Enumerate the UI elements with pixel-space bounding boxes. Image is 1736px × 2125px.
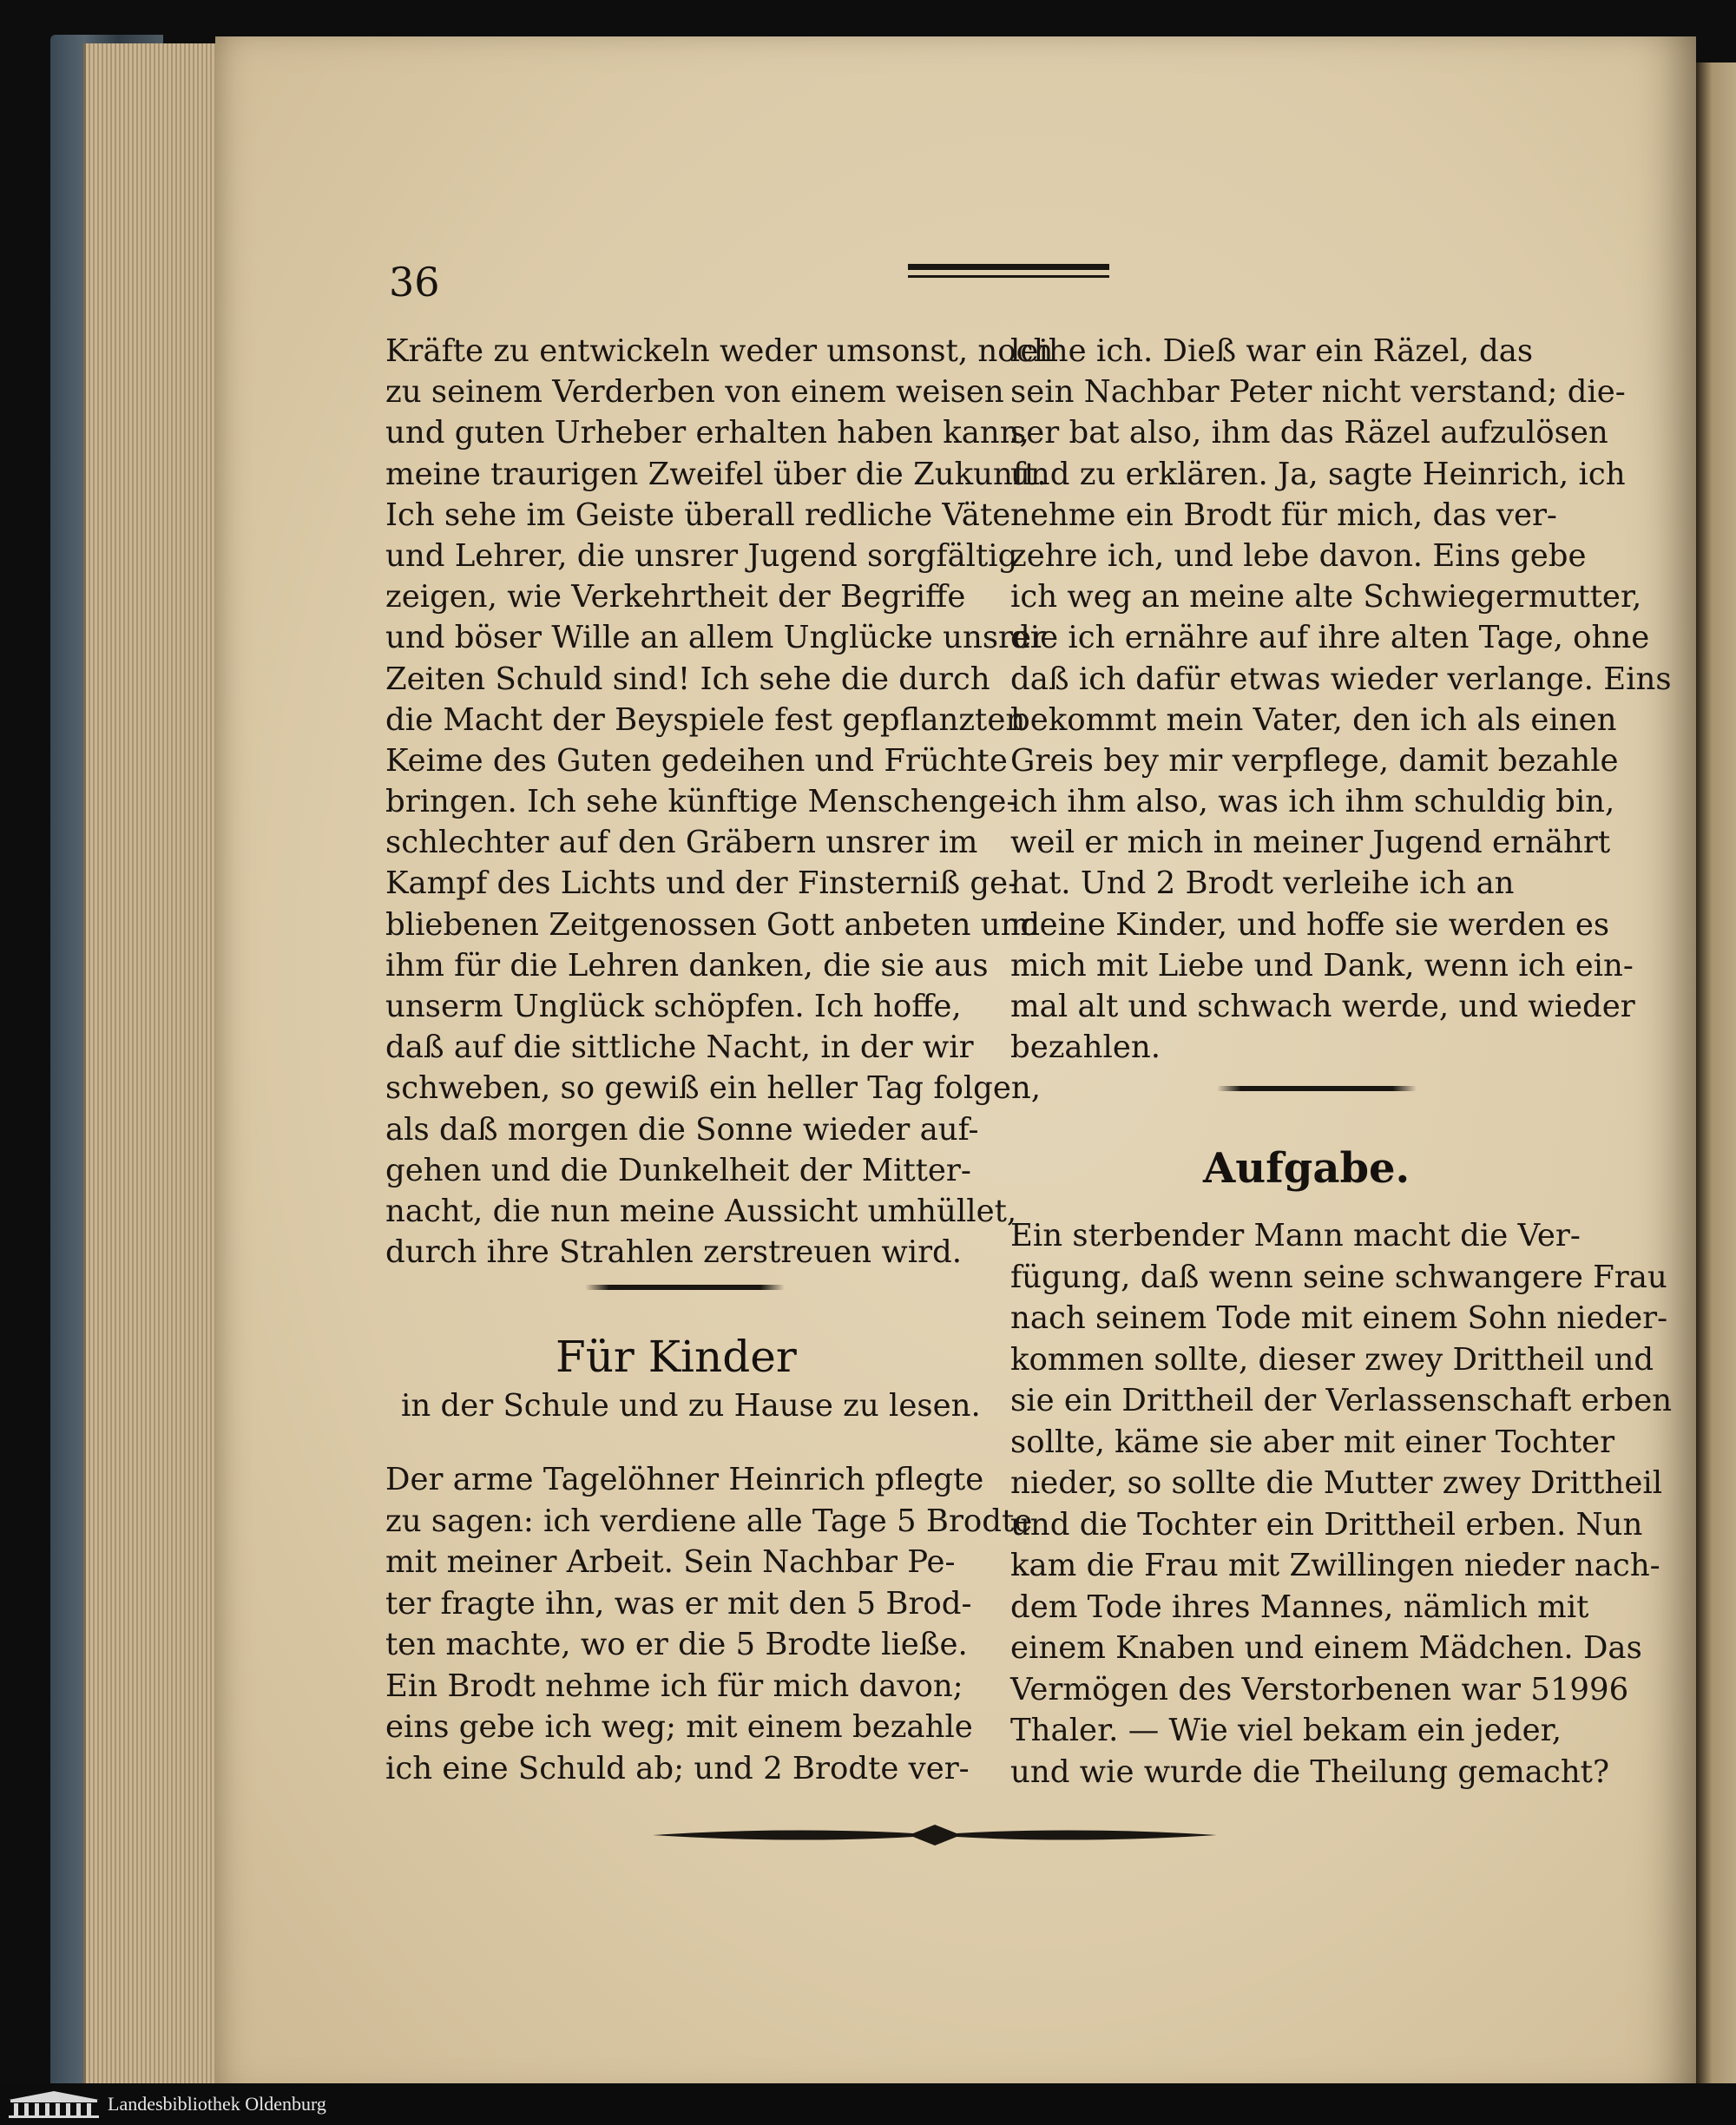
text-line: Keime des Guten gedeihen und Früchte [385, 742, 1008, 779]
section-divider [1217, 1086, 1417, 1091]
right-column [1010, 331, 1672, 1068]
text-line: mit meiner Arbeit. Sein Nachbar Pe- [385, 1544, 956, 1580]
left-column [385, 331, 1054, 1273]
text-line: Kampf des Lichts und der Finsterniß ge- [385, 865, 1019, 902]
text-line: und böser Wille an allem Unglücke unsrer [385, 620, 1046, 656]
facing-page-edge [1696, 62, 1736, 2085]
text-line: und zu erklären. Ja, sagte Heinrich, ich [1010, 456, 1626, 492]
kinder-story [385, 1459, 1033, 1789]
library-name: Landesbibliothek Oldenburg [108, 2093, 326, 2115]
section-heading: Für Kinder [556, 1332, 797, 1382]
text-line: bekommt mein Vater, den ich als einen [1010, 701, 1617, 738]
text-line: nach seinem Tode mit einem Sohn nieder- [1010, 1300, 1668, 1336]
section-divider [585, 1285, 785, 1290]
text-line: ter fragte ihn, was er mit den 5 Brod- [385, 1585, 972, 1622]
text-line: ich eine Schuld ab; und 2 Brodte ver- [385, 1750, 970, 1786]
text-line: mal alt und schwach werde, und wieder [1010, 989, 1635, 1024]
text-line: sein Nachbar Peter nicht verstand; die- [1010, 374, 1626, 411]
text-line: bringen. Ich sehe künftige Menschenge- [385, 784, 1017, 820]
text-line: nacht, die nun meine Aussicht umhüllet, [385, 1193, 1017, 1229]
text-line: weil er mich in meiner Jugend ernährt [1010, 825, 1611, 861]
text-line: schlechter auf den Gräbern unsrer im [385, 825, 978, 861]
text-line: einem Knaben und einem Mädchen. Das [1010, 1630, 1642, 1666]
text-line: mich mit Liebe und Dank, wenn ich ein- [1010, 947, 1634, 984]
text-line: dem Tode ihres Mannes, nämlich mit [1010, 1589, 1589, 1625]
end-ornament [653, 1819, 1217, 1851]
text-line: bezahlen. [1010, 1030, 1161, 1066]
text-line: zu seinem Verderben von einem weisen [385, 374, 1004, 411]
library-building-icon [7, 2089, 101, 2119]
text-line: Zeiten Schuld sind! Ich sehe die durch [385, 661, 990, 697]
text-line: sollte, käme sie aber mit einer Tochter [1010, 1424, 1615, 1460]
text-line: Ein sterbender Mann macht die Ver- [1010, 1218, 1581, 1253]
aufgabe-text [1010, 1215, 1673, 1793]
text-line: leihe ich. Dieß war ein Räzel, das [1010, 333, 1534, 369]
text-line: und guten Urheber erhalten haben kann, [385, 415, 1029, 451]
text-line: Ich sehe im Geiste überall redliche Väter [385, 497, 1026, 533]
text-line: kam die Frau mit Zwillingen nieder nach- [1010, 1548, 1660, 1583]
text-line: ser bat also, ihm das Räzel aufzulösen [1010, 415, 1608, 451]
text-line: zehre ich, und lebe davon. Eins gebe [1010, 537, 1587, 574]
text-line: die ich ernähre auf ihre alten Tage, ohne [1010, 620, 1650, 656]
text-line: durch ihre Strahlen zerstreuen wird. [385, 1234, 963, 1271]
text-line: meine Kinder, und hoffe sie werden es [1010, 906, 1610, 943]
text-line: Der arme Tagelöhner Heinrich pflegte [385, 1462, 984, 1497]
text-line: nehme ein Brodt für mich, das ver- [1010, 497, 1557, 533]
text-line: kommen sollte, dieser zwey Drittheil und [1010, 1341, 1654, 1378]
text-line: daß auf die sittliche Nacht, in der wir [385, 1030, 974, 1066]
page-edges [83, 43, 222, 2092]
text-line: daß ich dafür etwas wieder verlange. Eins [1010, 661, 1672, 697]
text-line: sie ein Drittheil der Verlassenschaft erben [1010, 1383, 1673, 1418]
text-line: bliebenen Zeitgenossen Gott anbeten und [385, 906, 1041, 943]
header-rule [908, 264, 1109, 278]
text-line: meine traurigen Zweifel über die Zukunft. [385, 456, 1047, 492]
text-line: Kräfte zu entwickeln weder umsonst, noch [385, 333, 1054, 369]
text-line: Vermögen des Verstorbenen war 51996 [1010, 1671, 1629, 1707]
text-line: ihm für die Lehren danken, die sie aus [385, 947, 989, 984]
text-line: eins gebe ich weg; mit einem bezahle [385, 1709, 973, 1745]
text-line: zu sagen: ich verdiene alle Tage 5 Brodte [385, 1503, 1033, 1539]
text-line: ich weg an meine alte Schwiegermutter, [1010, 579, 1642, 615]
text-line: hat. Und 2 Brodt verleihe ich an [1010, 865, 1515, 902]
text-line: die Macht der Beyspiele fest gepflanzten [385, 701, 1026, 738]
text-line: Thaler. — Wie viel bekam ein jeder, [1010, 1713, 1562, 1748]
section-heading: Aufgabe. [1203, 1144, 1410, 1193]
section-subheading: in der Schule und zu Hause zu lesen. [401, 1388, 981, 1424]
page-number: 36 [389, 259, 440, 306]
text-line: fügung, daß wenn seine schwangere Frau [1010, 1259, 1667, 1295]
text-line: und Lehrer, die unsrer Jugend sorgfältig [385, 537, 1018, 574]
text-line: unserm Unglück schöpfen. Ich hoffe, [385, 989, 962, 1024]
text-line: Greis bey mir verpflege, damit bezahle [1010, 742, 1619, 779]
text-line: ich ihm also, was ich ihm schuldig bin, [1010, 784, 1615, 820]
text-line: und die Tochter ein Drittheil erben. Nun [1010, 1506, 1643, 1543]
text-line: nieder, so sollte die Mutter zwey Drittheil [1010, 1465, 1663, 1501]
text-line: und wie wurde die Theilung gemacht? [1010, 1753, 1609, 1790]
text-line: als daß morgen die Sonne wieder auf- [385, 1111, 979, 1148]
text-line: gehen und die Dunkelheit der Mitter- [385, 1152, 971, 1188]
text-line: ten machte, wo er die 5 Brodte ließe. [385, 1627, 968, 1662]
text-line: zeigen, wie Verkehrtheit der Begriffe [385, 579, 966, 615]
text-line: schweben, so gewiß ein heller Tag folgen, [385, 1070, 1042, 1107]
text-line: Ein Brodt nehme ich für mich davon; [385, 1668, 963, 1704]
